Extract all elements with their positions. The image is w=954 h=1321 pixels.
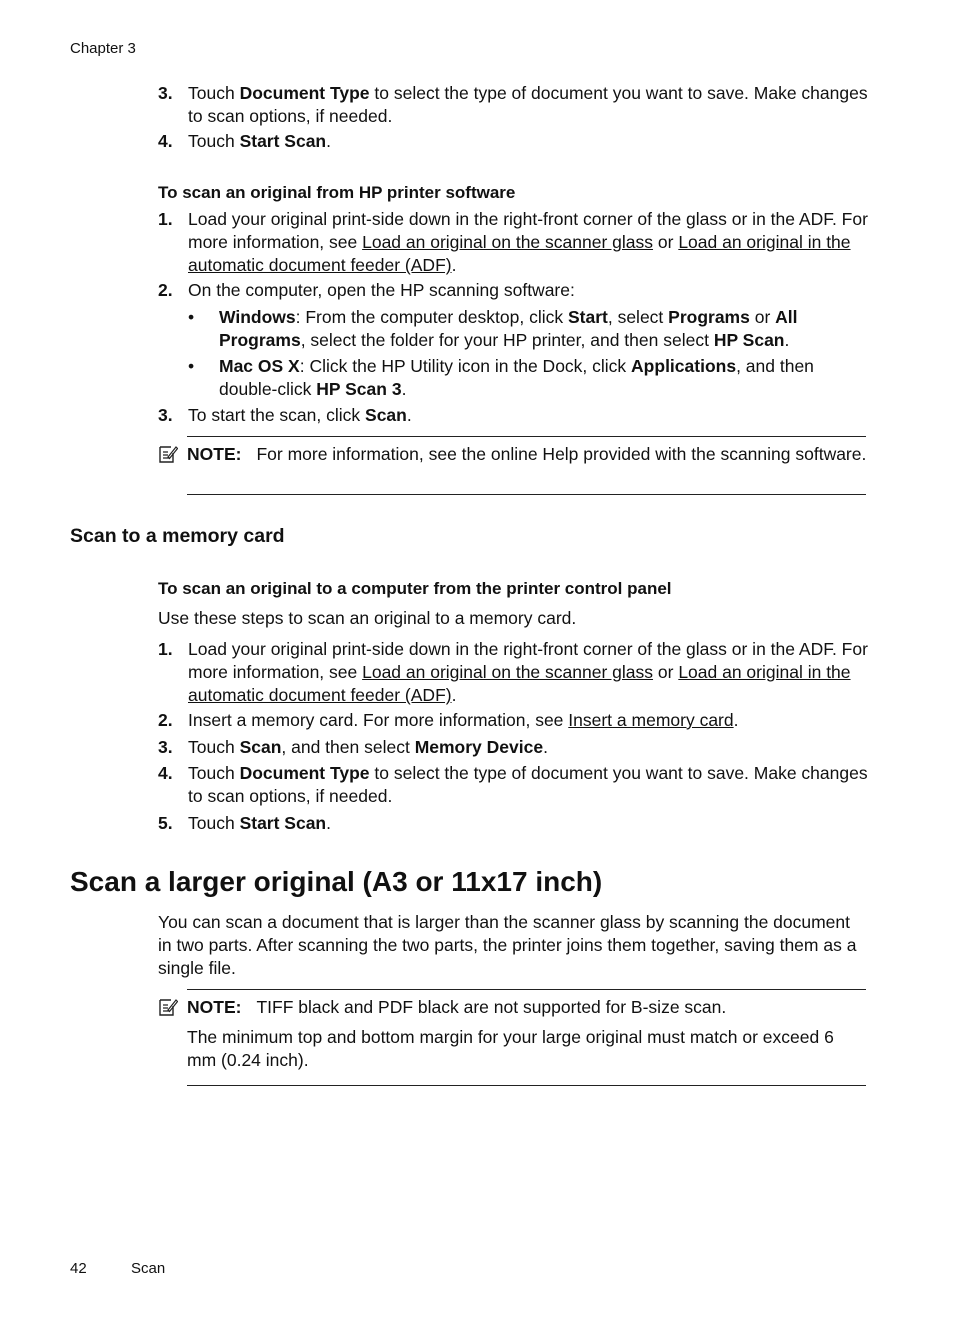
note-text: TIFF black and PDF black are not supported for B-size scan. xyxy=(256,997,727,1017)
note-icon xyxy=(158,997,178,1017)
step-text: Touch Document Type to select the type of document you want to save. Make changes to scan options, if needed. xyxy=(188,83,868,126)
note-block xyxy=(187,443,867,466)
procedure-heading: To scan an original to a computer from the printer control panel xyxy=(158,579,672,598)
list-item xyxy=(158,812,868,835)
list-item xyxy=(158,762,868,808)
note-text-2: The minimum top and bottom margin for your large original must match or exceed 6 mm (0.24 inch). xyxy=(187,1027,834,1070)
step-number: 3. xyxy=(158,737,173,757)
step-text: Load your original print-side down in the right-front corner of the glass or in the ADF. For more information, see Load an original on the scanner glass or Load an original in the automatic document feeder (ADF). xyxy=(188,639,868,705)
list-item xyxy=(158,404,868,427)
chapter-label: Chapter 3 xyxy=(70,40,136,57)
page-title: Scan a larger original (A3 or 11x17 inch) xyxy=(70,866,603,897)
step-number: 3. xyxy=(158,405,173,425)
list-item xyxy=(158,638,868,707)
bullet-dot: • xyxy=(188,307,195,327)
step-text: Touch Document Type to select the type of document you want to save. Make changes to scan options, if needed. xyxy=(188,763,868,806)
step-number: 5. xyxy=(158,813,173,833)
bullet-item xyxy=(188,306,868,352)
step-text: Touch Start Scan. xyxy=(188,131,331,151)
link-adf[interactable]: Load an original in the automatic document feeder (ADF) xyxy=(188,662,851,705)
step-text: Touch Start Scan. xyxy=(188,813,331,833)
step-number: 1. xyxy=(158,639,173,659)
bullet-item xyxy=(188,355,868,401)
step-number: 2. xyxy=(158,710,173,730)
list-item xyxy=(158,208,868,277)
note-top-rule xyxy=(187,436,866,437)
step-number: 3. xyxy=(158,83,173,103)
footer-section: Scan xyxy=(131,1260,166,1277)
step-text: To start the scan, click Scan. xyxy=(188,405,412,425)
note-bottom-rule xyxy=(187,494,866,495)
bullet-text: Windows: From the computer desktop, click Start, select Programs or All Programs, select the folder for your HP printer, and then select HP Scan. xyxy=(219,307,798,350)
note-block xyxy=(187,996,867,1019)
step-text: On the computer, open the HP scanning software: xyxy=(188,280,575,300)
step-text: Touch Scan, and then select Memory Device. xyxy=(188,737,548,757)
step-number: 4. xyxy=(158,763,173,783)
list-item xyxy=(158,82,868,128)
intro-text: You can scan a document that is larger than the scanner glass by scanning the document in two parts. After scanning the two parts, the printer joins them together, saving them as a single file. xyxy=(158,912,857,978)
step-number: 2. xyxy=(158,280,173,300)
note-text: For more information, see the online Help provided with the scanning software. xyxy=(256,444,867,464)
list-item xyxy=(158,279,868,302)
intro-text: Use these steps to scan an original to a memory card. xyxy=(158,608,577,628)
note-top-rule xyxy=(187,989,866,990)
section-heading: Scan to a memory card xyxy=(70,525,285,547)
link-scanner-glass[interactable]: Load an original on the scanner glass xyxy=(362,662,654,682)
link-insert-memory-card[interactable]: Insert a memory card xyxy=(568,710,734,730)
bullet-text: Mac OS X: Click the HP Utility icon in the Dock, click Applications, and then double-click HP Scan 3. xyxy=(219,356,814,399)
list-item xyxy=(158,130,868,153)
note-bottom-rule xyxy=(187,1085,866,1086)
step-number: 1. xyxy=(158,209,173,229)
procedure-heading: To scan an original from HP printer software xyxy=(158,183,516,202)
link-scanner-glass[interactable]: Load an original on the scanner glass xyxy=(362,232,654,252)
note-icon xyxy=(158,444,178,464)
bullet-dot: • xyxy=(188,356,195,376)
page-number: 42 xyxy=(70,1260,87,1277)
list-item xyxy=(158,709,868,732)
link-adf[interactable]: Load an original in the automatic document feeder (ADF) xyxy=(188,232,851,275)
step-number: 4. xyxy=(158,131,173,151)
note-label: NOTE: xyxy=(187,444,242,464)
step-text: Load your original print-side down in the right-front corner of the glass or in the ADF. For more information, see Load an original on the scanner glass or Load an original in the automatic document feeder (ADF). xyxy=(188,209,868,275)
list-item xyxy=(158,736,868,759)
note-label: NOTE: xyxy=(187,997,242,1017)
step-text: Insert a memory card. For more information, see Insert a memory card. xyxy=(188,710,739,730)
